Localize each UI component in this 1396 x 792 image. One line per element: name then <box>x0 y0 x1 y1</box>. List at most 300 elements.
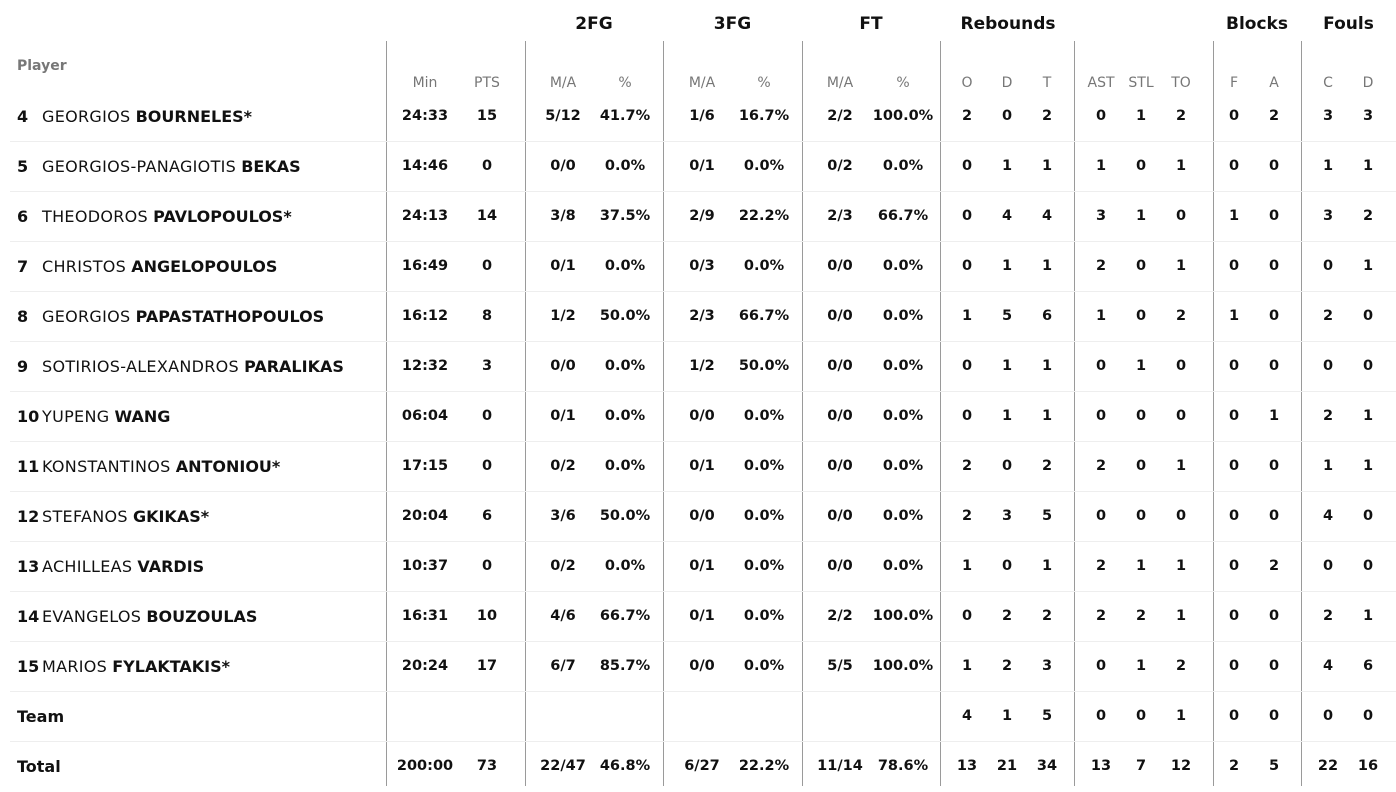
cell-min: 24:33 <box>401 108 449 124</box>
cell-to: 1 <box>1175 158 1187 174</box>
player-name[interactable] <box>17 507 209 526</box>
cell-to: 0 <box>1175 208 1187 224</box>
cell-to: 1 <box>1175 558 1187 574</box>
cell-blk-a: 0 <box>1268 308 1280 324</box>
cell-fg3-ma: 0/0 <box>689 508 715 524</box>
header-min[interactable]: Min <box>412 75 438 91</box>
cell-ft-ma: 2/2 <box>827 108 853 124</box>
cell-reb-t: 1 <box>1041 558 1053 574</box>
cell-reb-d: 4 <box>1001 208 1013 224</box>
player-name[interactable] <box>17 357 344 376</box>
header-foul-c[interactable]: C <box>1323 75 1333 91</box>
table-row <box>0 492 1396 542</box>
cell-blk-a: 0 <box>1268 258 1280 274</box>
cell-min: 16:49 <box>401 258 449 274</box>
cell-to: 1 <box>1175 258 1187 274</box>
cell-foul-d: 3 <box>1362 108 1374 124</box>
cell-blk-f: 0 <box>1228 408 1240 424</box>
cell-reb-d: 1 <box>1001 158 1013 174</box>
table-row <box>0 242 1396 292</box>
cell-fg3-ma: 0/0 <box>689 658 715 674</box>
cell-blk-f: 0 <box>1228 108 1240 124</box>
player-last-name: ANGELOPOULOS <box>131 257 278 276</box>
cell-foul-c: 1 <box>1322 158 1334 174</box>
player-first-name: GEORGIOS <box>42 107 131 126</box>
cell-reb-t: 5 <box>1041 708 1053 724</box>
group-header-rebounds: Rebounds <box>960 14 1056 34</box>
cell-blk-f: 1 <box>1228 308 1240 324</box>
player-name[interactable] <box>17 457 280 476</box>
cell-reb-d: 0 <box>1001 108 1013 124</box>
cell-fg3-pct: 22.2% <box>738 208 790 224</box>
cell-stl: 1 <box>1135 558 1147 574</box>
cell-blk-a: 2 <box>1268 108 1280 124</box>
cell-ft-ma: 2/3 <box>827 208 853 224</box>
total-label: Total <box>17 757 61 776</box>
player-number: 10 <box>17 407 40 426</box>
cell-fg2-ma: 0/0 <box>550 158 576 174</box>
table-row <box>0 342 1396 392</box>
cell-min: 12:32 <box>401 358 449 374</box>
cell-fg3-ma: 0/1 <box>689 558 715 574</box>
cell-blk-a: 0 <box>1268 608 1280 624</box>
cell-reb-d: 2 <box>1001 608 1013 624</box>
cell-fg2-pct: 37.5% <box>599 208 651 224</box>
cell-fg2-ma: 3/6 <box>550 508 576 524</box>
cell-fg2-pct: 50.0% <box>599 308 651 324</box>
player-number: 7 <box>17 257 29 276</box>
cell-fg2-pct: 85.7% <box>599 658 651 674</box>
cell-ft-ma: 0/0 <box>827 508 853 524</box>
cell-fg2-pct: 0.0% <box>604 558 646 574</box>
cell-fg2-ma: 0/2 <box>550 458 576 474</box>
cell-reb-o: 0 <box>961 408 973 424</box>
player-number: 14 <box>17 607 40 626</box>
player-number: 11 <box>17 457 40 476</box>
header-reb-d[interactable]: D <box>1001 75 1013 91</box>
cell-foul-c: 22 <box>1317 758 1339 774</box>
cell-reb-o: 0 <box>961 258 973 274</box>
cell-foul-c: 3 <box>1322 208 1334 224</box>
player-name[interactable] <box>17 307 324 326</box>
cell-ft-ma: 5/5 <box>827 658 853 674</box>
header-3fg-pct[interactable]: % <box>757 75 771 91</box>
player-last-name: PARALIKAS <box>244 357 344 376</box>
cell-fg3-ma: 0/1 <box>689 158 715 174</box>
cell-ast: 2 <box>1095 258 1107 274</box>
cell-fg2-ma: 1/2 <box>550 308 576 324</box>
cell-stl: 0 <box>1135 408 1147 424</box>
cell-ast: 2 <box>1095 608 1107 624</box>
header-ft-ma[interactable]: M/A <box>826 75 854 91</box>
cell-foul-d: 0 <box>1362 708 1374 724</box>
cell-blk-f: 0 <box>1228 258 1240 274</box>
cell-foul-c: 0 <box>1322 558 1334 574</box>
header-player[interactable]: Player <box>17 58 67 74</box>
cell-ft-pct: 0.0% <box>882 258 924 274</box>
player-last-name: VARDIS <box>137 557 205 576</box>
cell-reb-o: 2 <box>961 108 973 124</box>
table-row <box>0 592 1396 642</box>
header-ast[interactable]: AST <box>1087 75 1115 91</box>
cell-stl: 0 <box>1135 308 1147 324</box>
cell-ast: 0 <box>1095 658 1107 674</box>
cell-blk-f: 0 <box>1228 608 1240 624</box>
cell-reb-t: 1 <box>1041 158 1053 174</box>
cell-reb-t: 34 <box>1036 758 1058 774</box>
player-number: 12 <box>17 507 40 526</box>
player-number: 5 <box>17 157 29 176</box>
cell-ast: 2 <box>1095 458 1107 474</box>
cell-pts: 8 <box>481 308 493 324</box>
cell-foul-c: 3 <box>1322 108 1334 124</box>
cell-pts: 0 <box>481 558 493 574</box>
player-name[interactable] <box>17 557 204 576</box>
cell-stl: 0 <box>1135 158 1147 174</box>
cell-foul-d: 6 <box>1362 658 1374 674</box>
cell-ft-pct: 0.0% <box>882 558 924 574</box>
cell-ast: 2 <box>1095 558 1107 574</box>
cell-ast: 13 <box>1090 758 1112 774</box>
cell-reb-o: 13 <box>956 758 978 774</box>
player-first-name: GEORGIOS <box>42 307 131 326</box>
player-name[interactable] <box>17 207 292 226</box>
cell-foul-d: 1 <box>1362 458 1374 474</box>
cell-stl: 0 <box>1135 708 1147 724</box>
cell-ft-ma: 2/2 <box>827 608 853 624</box>
cell-stl: 1 <box>1135 658 1147 674</box>
cell-reb-t: 2 <box>1041 458 1053 474</box>
cell-fg3-pct: 16.7% <box>738 108 790 124</box>
cell-ft-pct: 0.0% <box>882 458 924 474</box>
cell-stl: 0 <box>1135 458 1147 474</box>
cell-stl: 0 <box>1135 508 1147 524</box>
cell-fg2-ma: 22/47 <box>540 758 586 774</box>
player-first-name: CHRISTOS <box>42 257 127 276</box>
cell-blk-f: 0 <box>1228 658 1240 674</box>
cell-blk-a: 0 <box>1268 158 1280 174</box>
cell-fg3-pct: 22.2% <box>738 758 790 774</box>
cell-foul-d: 0 <box>1362 558 1374 574</box>
table-row <box>0 542 1396 592</box>
cell-reb-o: 2 <box>961 508 973 524</box>
cell-pts: 17 <box>476 658 498 674</box>
cell-reb-d: 3 <box>1001 508 1013 524</box>
team-row <box>0 692 1396 742</box>
cell-pts: 0 <box>481 408 493 424</box>
cell-min: 16:12 <box>401 308 449 324</box>
cell-min: 17:15 <box>401 458 449 474</box>
cell-blk-a: 0 <box>1268 658 1280 674</box>
cell-fg3-ma: 0/1 <box>689 608 715 624</box>
player-first-name: KONSTANTINOS <box>42 457 171 476</box>
cell-to: 2 <box>1175 658 1187 674</box>
cell-min: 200:00 <box>396 758 454 774</box>
header-to[interactable]: TO <box>1171 75 1191 91</box>
cell-reb-d: 1 <box>1001 358 1013 374</box>
cell-foul-c: 4 <box>1322 658 1334 674</box>
cell-fg3-ma: 2/3 <box>689 308 715 324</box>
cell-reb-t: 2 <box>1041 608 1053 624</box>
cell-fg3-ma: 0/3 <box>689 258 715 274</box>
cell-reb-o: 0 <box>961 608 973 624</box>
cell-ft-ma: 0/0 <box>827 358 853 374</box>
cell-fg2-pct: 0.0% <box>604 358 646 374</box>
cell-ft-ma: 0/0 <box>827 458 853 474</box>
player-last-name: PAVLOPOULOS* <box>153 207 292 226</box>
header-2fg-pct[interactable]: % <box>618 75 632 91</box>
group-header-3fg: 3FG <box>713 14 752 34</box>
cell-ast: 0 <box>1095 108 1107 124</box>
cell-blk-f: 0 <box>1228 508 1240 524</box>
header-reb-o[interactable]: O <box>961 75 973 91</box>
cell-reb-o: 0 <box>961 158 973 174</box>
cell-fg3-ma: 1/2 <box>689 358 715 374</box>
player-first-name: EVANGELOS <box>42 607 142 626</box>
player-last-name: FYLAKTAKIS* <box>112 657 231 676</box>
player-last-name: BEKAS <box>241 157 301 176</box>
cell-ft-ma: 0/0 <box>827 408 853 424</box>
cell-min: 16:31 <box>401 608 449 624</box>
cell-ft-ma: 0/2 <box>827 158 853 174</box>
cell-fg3-pct: 0.0% <box>743 608 785 624</box>
cell-ast: 0 <box>1095 508 1107 524</box>
cell-min: 14:46 <box>401 158 449 174</box>
player-last-name: WANG <box>114 407 171 426</box>
cell-fg3-pct: 0.0% <box>743 558 785 574</box>
cell-min: 24:13 <box>401 208 449 224</box>
player-name[interactable] <box>17 257 277 276</box>
cell-fg2-pct: 0.0% <box>604 458 646 474</box>
cell-reb-d: 21 <box>996 758 1018 774</box>
cell-ft-pct: 0.0% <box>882 408 924 424</box>
cell-fg2-ma: 5/12 <box>545 108 581 124</box>
cell-ft-pct: 0.0% <box>882 308 924 324</box>
table-row <box>0 92 1396 142</box>
header-blk-f[interactable]: F <box>1229 75 1239 91</box>
table-row <box>0 142 1396 192</box>
cell-reb-d: 0 <box>1001 558 1013 574</box>
group-header-fouls: Fouls <box>1323 14 1374 34</box>
cell-foul-d: 1 <box>1362 408 1374 424</box>
player-number: 8 <box>17 307 29 326</box>
cell-foul-d: 16 <box>1357 758 1379 774</box>
table-row <box>0 392 1396 442</box>
cell-reb-d: 1 <box>1001 708 1013 724</box>
cell-reb-d: 1 <box>1001 408 1013 424</box>
cell-blk-a: 0 <box>1268 508 1280 524</box>
cell-reb-t: 4 <box>1041 208 1053 224</box>
header-3fg-ma[interactable]: M/A <box>688 75 716 91</box>
player-name[interactable] <box>17 107 252 126</box>
header-foul-d[interactable]: D <box>1362 75 1374 91</box>
player-last-name: ANTONIOU* <box>175 457 281 476</box>
cell-foul-c: 4 <box>1322 508 1334 524</box>
header-ft-pct[interactable]: % <box>896 75 910 91</box>
player-first-name: STEFANOS <box>42 507 128 526</box>
player-first-name: YUPENG <box>42 407 110 426</box>
cell-to: 1 <box>1175 458 1187 474</box>
cell-blk-a: 0 <box>1268 708 1280 724</box>
group-header-2fg: 2FG <box>575 14 613 34</box>
cell-pts: 73 <box>476 758 498 774</box>
cell-fg2-ma: 3/8 <box>550 208 576 224</box>
cell-pts: 10 <box>476 608 498 624</box>
cell-reb-d: 1 <box>1001 258 1013 274</box>
cell-blk-f: 2 <box>1228 758 1240 774</box>
cell-ft-ma: 0/0 <box>827 308 853 324</box>
cell-stl: 1 <box>1135 108 1147 124</box>
player-number: 9 <box>17 357 29 376</box>
cell-fg2-ma: 0/1 <box>550 258 576 274</box>
cell-fg3-pct: 0.0% <box>743 658 785 674</box>
cell-to: 0 <box>1175 408 1187 424</box>
cell-fg2-ma: 0/0 <box>550 358 576 374</box>
header-pts[interactable]: PTS <box>474 75 500 91</box>
cell-foul-c: 2 <box>1322 608 1334 624</box>
player-name[interactable] <box>17 657 230 676</box>
cell-to: 0 <box>1175 508 1187 524</box>
player-number: 6 <box>17 207 29 226</box>
cell-pts: 0 <box>481 458 493 474</box>
cell-pts: 14 <box>476 208 498 224</box>
player-number: 15 <box>17 657 40 676</box>
cell-ft-pct: 66.7% <box>877 208 929 224</box>
cell-pts: 0 <box>481 258 493 274</box>
header-blk-a[interactable]: A <box>1269 75 1279 91</box>
header-2fg-ma[interactable]: M/A <box>549 75 577 91</box>
cell-blk-f: 1 <box>1228 208 1240 224</box>
cell-pts: 3 <box>481 358 493 374</box>
cell-ft-pct: 78.6% <box>877 758 929 774</box>
cell-ast: 3 <box>1095 208 1107 224</box>
cell-ast: 0 <box>1095 708 1107 724</box>
player-last-name: BOUZOULAS <box>146 607 258 626</box>
cell-foul-d: 1 <box>1362 258 1374 274</box>
cell-blk-a: 0 <box>1268 208 1280 224</box>
player-last-name: GKIKAS* <box>132 507 210 526</box>
cell-reb-o: 2 <box>961 458 973 474</box>
player-first-name: SOTIRIOS-ALEXANDROS <box>42 357 239 376</box>
table-row <box>0 642 1396 692</box>
cell-fg3-pct: 66.7% <box>738 308 790 324</box>
cell-fg3-pct: 50.0% <box>738 358 790 374</box>
cell-reb-t: 6 <box>1041 308 1053 324</box>
cell-fg2-pct: 0.0% <box>604 408 646 424</box>
player-first-name: ACHILLEAS <box>42 557 133 576</box>
player-name[interactable] <box>17 157 301 176</box>
cell-fg2-ma: 0/1 <box>550 408 576 424</box>
cell-foul-d: 0 <box>1362 308 1374 324</box>
cell-reb-d: 0 <box>1001 458 1013 474</box>
cell-fg2-pct: 46.8% <box>599 758 651 774</box>
cell-blk-f: 0 <box>1228 708 1240 724</box>
cell-reb-o: 0 <box>961 358 973 374</box>
cell-blk-a: 0 <box>1268 458 1280 474</box>
cell-blk-f: 0 <box>1228 358 1240 374</box>
player-first-name: MARIOS <box>42 657 108 676</box>
cell-foul-d: 1 <box>1362 608 1374 624</box>
cell-stl: 7 <box>1135 758 1147 774</box>
cell-blk-f: 0 <box>1228 458 1240 474</box>
cell-ast: 0 <box>1095 358 1107 374</box>
cell-reb-t: 1 <box>1041 258 1053 274</box>
cell-to: 2 <box>1175 308 1187 324</box>
cell-to: 1 <box>1175 608 1187 624</box>
team-label: Team <box>17 707 65 726</box>
table-row <box>0 192 1396 242</box>
cell-ft-pct: 100.0% <box>872 608 934 624</box>
cell-reb-o: 1 <box>961 658 973 674</box>
cell-pts: 6 <box>481 508 493 524</box>
cell-fg3-ma: 1/6 <box>689 108 715 124</box>
cell-blk-f: 0 <box>1228 558 1240 574</box>
cell-ft-pct: 0.0% <box>882 158 924 174</box>
header-reb-t[interactable]: T <box>1042 75 1052 91</box>
player-number: 13 <box>17 557 40 576</box>
cell-stl: 1 <box>1135 358 1147 374</box>
cell-ast: 1 <box>1095 308 1107 324</box>
player-name[interactable] <box>17 407 170 426</box>
cell-fg3-pct: 0.0% <box>743 508 785 524</box>
cell-to: 1 <box>1175 708 1187 724</box>
cell-ft-pct: 100.0% <box>872 658 934 674</box>
cell-min: 20:04 <box>401 508 449 524</box>
cell-fg2-ma: 4/6 <box>550 608 576 624</box>
group-header-blocks: Blocks <box>1226 14 1288 34</box>
cell-ft-ma: 0/0 <box>827 558 853 574</box>
cell-foul-d: 1 <box>1362 158 1374 174</box>
cell-blk-a: 2 <box>1268 558 1280 574</box>
cell-ast: 0 <box>1095 408 1107 424</box>
cell-ft-pct: 0.0% <box>882 358 924 374</box>
cell-fg2-pct: 0.0% <box>604 158 646 174</box>
cell-foul-d: 0 <box>1362 358 1374 374</box>
cell-stl: 0 <box>1135 258 1147 274</box>
cell-ft-pct: 100.0% <box>872 108 934 124</box>
cell-reb-d: 5 <box>1001 308 1013 324</box>
cell-pts: 15 <box>476 108 498 124</box>
cell-ft-pct: 0.0% <box>882 508 924 524</box>
cell-foul-c: 2 <box>1322 408 1334 424</box>
table-row <box>0 442 1396 492</box>
cell-fg2-pct: 66.7% <box>599 608 651 624</box>
player-first-name: THEODOROS <box>42 207 148 226</box>
header-stl[interactable]: STL <box>1128 75 1154 91</box>
cell-reb-t: 3 <box>1041 658 1053 674</box>
player-name[interactable] <box>17 607 257 626</box>
cell-min: 20:24 <box>401 658 449 674</box>
cell-fg2-ma: 6/7 <box>550 658 576 674</box>
cell-foul-c: 1 <box>1322 458 1334 474</box>
cell-reb-o: 1 <box>961 308 973 324</box>
cell-fg3-pct: 0.0% <box>743 158 785 174</box>
cell-to: 0 <box>1175 358 1187 374</box>
table-row <box>0 292 1396 342</box>
cell-stl: 2 <box>1135 608 1147 624</box>
cell-foul-c: 0 <box>1322 708 1334 724</box>
cell-foul-d: 2 <box>1362 208 1374 224</box>
cell-fg3-pct: 0.0% <box>743 408 785 424</box>
cell-ft-ma: 11/14 <box>817 758 863 774</box>
cell-fg3-pct: 0.0% <box>743 258 785 274</box>
cell-reb-t: 1 <box>1041 408 1053 424</box>
group-header-ft: FT <box>859 14 883 34</box>
cell-stl: 1 <box>1135 208 1147 224</box>
cell-foul-d: 0 <box>1362 508 1374 524</box>
total-row <box>0 742 1396 792</box>
cell-to: 12 <box>1170 758 1192 774</box>
